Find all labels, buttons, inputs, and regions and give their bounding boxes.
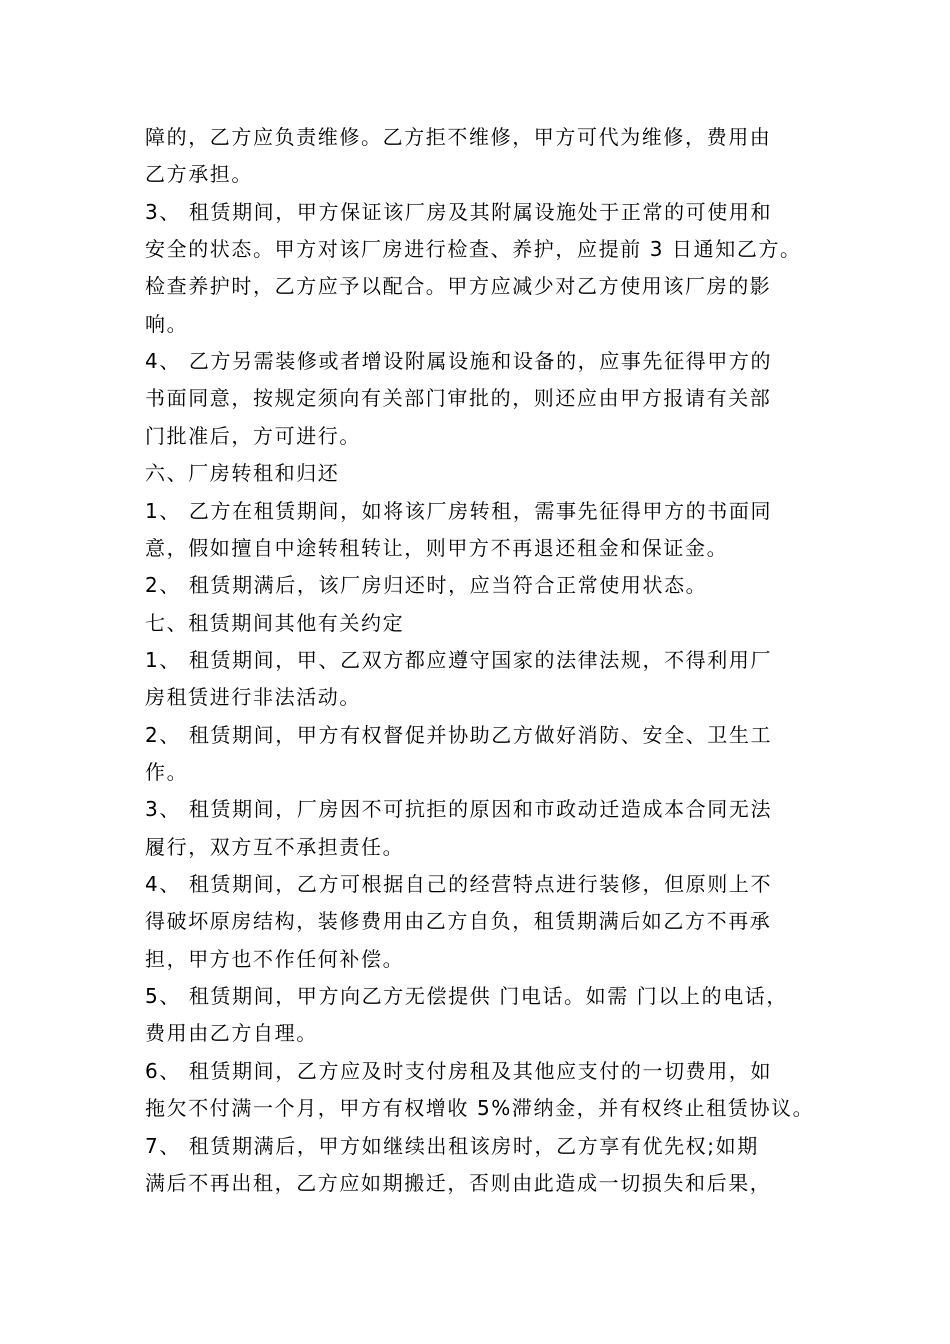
- text-line: 乙方承担。: [145, 162, 253, 187]
- text-line: 6、 租赁期间，乙方应及时支付房租及其他应支付的一切费用，如: [145, 1058, 773, 1083]
- text-line: 满后不再出租，乙方应如期搬迁，否则由此造成一切损失和后果，: [145, 1170, 772, 1195]
- text-line: 六、厂房转租和归还: [145, 461, 340, 486]
- text-line: 意，假如擅自中途转租转让，则甲方不再退还租金和保证金。: [145, 535, 729, 560]
- text-line: 拖欠不付满一个月，甲方有权增收 5%滞纳金，并有权终止租赁协议。: [145, 1096, 815, 1121]
- text-line: 门批准后，方可进行。: [145, 423, 361, 448]
- text-line: 5、 租赁期间，甲方向乙方无偿提供 门电话。如需 门以上的电话，: [145, 984, 788, 1009]
- text-line: 1、 租赁期间，甲、乙双方都应遵守国家的法律法规，不得利用厂: [145, 647, 773, 672]
- text-line: 4、 乙方另需装修或者增设附属设施和设备的，应事先征得甲方的: [145, 349, 773, 374]
- text-line: 检查养护时，乙方应予以配合。甲方应减少对乙方使用该厂房的影: [145, 274, 772, 299]
- text-line: 安全的状态。甲方对该厂房进行检查、养护，应提前 3 日通知乙方。: [145, 237, 802, 262]
- text-line: 书面同意，按规定须向有关部门审批的，则还应由甲方报请有关部: [145, 386, 772, 411]
- text-line: 费用由乙方自理。: [145, 1021, 318, 1046]
- text-line: 房租赁进行非法活动。: [145, 685, 361, 710]
- text-line: 响。: [145, 311, 189, 336]
- text-line: 履行，双方互不承担责任。: [145, 834, 405, 859]
- text-line: 障的，乙方应负责维修。乙方拒不维修，甲方可代为维修，费用由: [145, 125, 772, 149]
- text-line: 七、租赁期间其他有关约定: [145, 610, 405, 635]
- text-line: 作。: [145, 760, 189, 784]
- text-line: 2、 租赁期间，甲方有权督促并协助乙方做好消防、安全、卫生工: [145, 722, 773, 747]
- text-line: 3、 租赁期间，甲方保证该厂房及其附属设施处于正常的可使用和: [145, 199, 773, 224]
- text-line: 1、 乙方在租赁期间，如将该厂房转租，需事先征得甲方的书面同: [145, 498, 773, 523]
- text-line: 担，甲方也不作任何补偿。: [145, 946, 405, 971]
- text-line: 7、 租赁期满后，甲方如继续出租该房时，乙方享有优先权;如期: [145, 1133, 759, 1158]
- text-line: 4、 租赁期间，乙方可根据自己的经营特点进行装修，但原则上不: [145, 872, 773, 896]
- text-line: 2、 租赁期满后，该厂房归还时，应当符合正常使用状态。: [145, 573, 708, 598]
- text-line: 得破坏原房结构，装修费用由乙方自负，租赁期满后如乙方不再承: [145, 909, 772, 934]
- text-line: 3、 租赁期间，厂房因不可抗拒的原因和市政动迁造成本合同无法: [145, 797, 773, 822]
